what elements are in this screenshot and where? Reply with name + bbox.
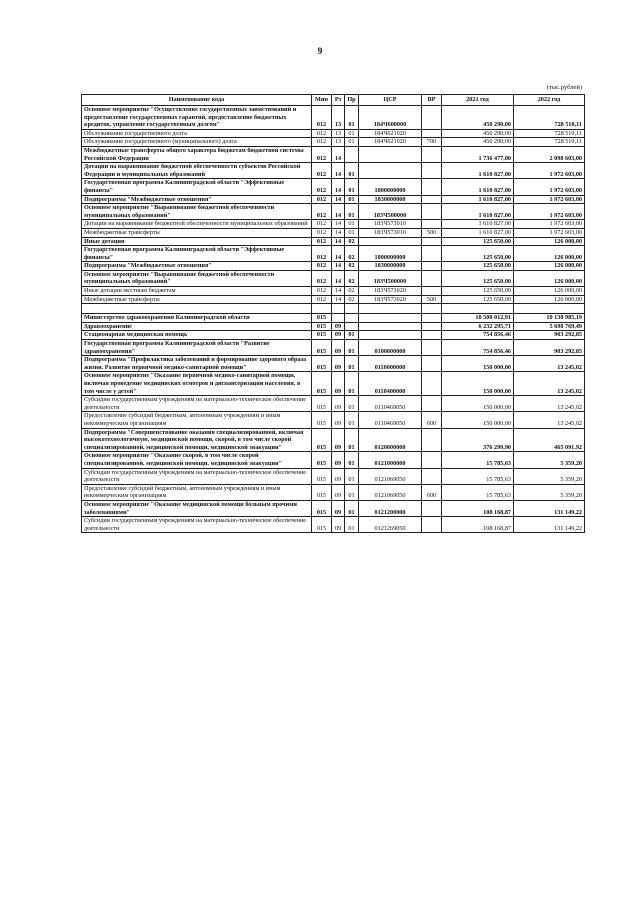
row-rz: 14 [332,287,345,296]
row-name: Обслуживание государственного (муниципального) долга [82,138,312,147]
row-name: Государственная программа Калининградской области "Эффективные финансы" [82,179,312,195]
row-2021: 125 650,00 [442,237,514,246]
table-row [82,228,585,237]
row-min: 015 [312,314,332,323]
row-name: Основное мероприятие "Оказание скорой, в том числе скорой специализированной, медицинской помощи, медицинской эвакуации" [82,452,312,468]
row-csr [359,331,422,340]
row-2022 [514,304,585,314]
row-vr: 500 [422,228,442,237]
row-csr: 1830000000 [359,262,422,271]
row-min: 015 [312,331,332,340]
row-name: Основное мероприятие "Оказание первичной медико-санитарной помощи, включая проведение медицинских осмотров и диспансеризации населения, в том числе у детей" [82,372,312,396]
row-rz: 09 [332,356,345,372]
row-rz: 14 [332,295,345,304]
row-csr: 0100000000 [359,340,422,356]
row-2022: 13 245,02 [514,396,585,412]
row-rz: 09 [332,484,345,500]
col-2022-header: 2022 год [514,95,585,106]
row-rz: 09 [332,331,345,340]
row-name: Здравоохранение [82,322,312,331]
row-csr: 183Ч573010 [359,220,422,229]
row-rz: 14 [332,270,345,286]
row-csr [359,146,422,162]
row-pr: 02 [345,246,359,262]
row-rz: 13 [332,106,345,130]
table-row [82,220,585,229]
table-row [82,106,585,130]
row-name: Основное мероприятие "Оказание медицинской помощи больным прочими заболеваниями" [82,500,312,516]
row-rz: 09 [332,396,345,412]
row-name: Основное мероприятие "Выравнивание бюджетной обеспеченности муниципальных образований" [82,204,312,220]
row-2022: 1 972 603,00 [514,179,585,195]
row-2022: 126 000,00 [514,287,585,296]
row-min: 012 [312,195,332,204]
row-name: Предоставление субсидий бюджетным, автономным учреждениям и иным некоммерческим организациям [82,484,312,500]
row-rz [332,314,345,323]
table-row [82,340,585,356]
row-csr: 184Ч621020 [359,138,422,147]
row-2022: 131 149,22 [514,517,585,533]
row-rz: 14 [332,246,345,262]
row-min [312,304,332,314]
table-row [82,468,585,484]
row-rz: 14 [332,195,345,204]
row-2021: 150 000,00 [442,412,514,428]
table-row [82,146,585,162]
row-rz: 13 [332,138,345,147]
row-csr [359,304,422,314]
row-2022: 1 972 603,00 [514,163,585,179]
budget-table [81,94,585,533]
row-2021: 150 000,00 [442,372,514,396]
header-row [82,95,585,106]
row-rz: 14 [332,262,345,271]
row-pr: 01 [345,179,359,195]
row-2021: 125 650,00 [442,262,514,271]
row-pr: 01 [345,163,359,179]
row-2021: 6 232 295,71 [442,322,514,331]
row-2021: 108 168,87 [442,517,514,533]
col-vr-header: ВР [422,95,442,106]
row-csr: 183Ч500000 [359,204,422,220]
row-2022: 5 359,20 [514,484,585,500]
row-pr: 01 [345,412,359,428]
row-2021: 1 610 827,00 [442,220,514,229]
row-min: 015 [312,412,332,428]
row-vr [422,314,442,323]
table-row [82,287,585,296]
row-csr [359,322,422,331]
table-row [82,500,585,516]
row-vr [422,106,442,130]
row-2022: 5 359,20 [514,452,585,468]
row-rz: 13 [332,129,345,138]
row-min: 012 [312,220,332,229]
row-name: Обслуживание государственного долга [82,129,312,138]
row-min: 012 [312,237,332,246]
row-pr: 01 [345,484,359,500]
table-row [82,331,585,340]
row-pr: 01 [345,372,359,396]
row-min: 012 [312,246,332,262]
table-row [82,204,585,220]
row-csr: 0110000000 [359,356,422,372]
row-2022: 126 000,00 [514,262,585,271]
row-csr: 0120000000 [359,428,422,452]
row-name: Предоставление субсидий бюджетным, автономным учреждениям и иным некоммерческим организациям [82,412,312,428]
table-row [82,452,585,468]
row-pr [345,146,359,162]
row-pr: 01 [345,468,359,484]
row-csr: 0110469050 [359,396,422,412]
row-vr [422,287,442,296]
row-vr [422,372,442,396]
row-2021: 10 500 012,91 [442,314,514,323]
row-csr: 0110469050 [359,412,422,428]
table-row [82,322,585,331]
row-rz: 09 [332,517,345,533]
row-vr: 500 [422,295,442,304]
row-2022: 13 245,02 [514,412,585,428]
row-2022: 126 000,00 [514,295,585,304]
table-row [82,295,585,304]
row-vr [422,262,442,271]
row-2022: 2 098 603,00 [514,146,585,162]
row-min: 012 [312,262,332,271]
row-2021 [442,304,514,314]
table-row [82,246,585,262]
row-csr: 0121200000 [359,500,422,516]
row-rz: 09 [332,412,345,428]
row-2022: 5 359,20 [514,468,585,484]
row-pr: 01 [345,220,359,229]
row-name: Дотации на выравнивание бюджетной обеспеченности субъектов Российской Федерации и муниципальных образований [82,163,312,179]
row-min: 012 [312,204,332,220]
table-row [82,163,585,179]
row-csr: 0121069050 [359,484,422,500]
row-2022: 1 972 603,00 [514,195,585,204]
row-min: 015 [312,428,332,452]
row-vr: 700 [422,138,442,147]
row-csr: 0121000000 [359,452,422,468]
row-vr [422,220,442,229]
row-name: Иные дотации [82,237,312,246]
row-vr [422,396,442,412]
row-name: Дотации на выравнивание бюджетной обеспеченности муниципальных образований [82,220,312,229]
row-rz: 09 [332,452,345,468]
row-min: 012 [312,129,332,138]
table-row [82,412,585,428]
col-csr-header: ЦСР [359,95,422,106]
row-min: 015 [312,372,332,396]
row-2022: 903 292,85 [514,331,585,340]
row-2021: 754 856,46 [442,331,514,340]
row-pr: 01 [345,138,359,147]
row-min: 015 [312,500,332,516]
row-pr: 02 [345,295,359,304]
row-pr: 01 [345,106,359,130]
row-2021: 15 785,63 [442,484,514,500]
row-csr: 183Ч573020 [359,287,422,296]
col-min-header: Мин [312,95,332,106]
row-pr: 01 [345,340,359,356]
row-min: 012 [312,138,332,147]
row-csr: 184Ч621020 [359,129,422,138]
page-number: 9 [317,46,323,56]
row-2021: 15 785,63 [442,468,514,484]
row-rz: 14 [332,163,345,179]
row-2021: 1 736 477,00 [442,146,514,162]
row-name [82,304,312,314]
row-name: Министерство здравоохранения Калининградской области [82,314,312,323]
table-row [82,138,585,147]
row-csr [359,237,422,246]
row-2021: 1 610 827,00 [442,195,514,204]
row-2021: 150 000,00 [442,396,514,412]
row-name: Основное мероприятие "Осуществление государственных заимствований и предоставление государственных гарантий, предоставление бюджетных кредитов, управление государственным долгом" [82,106,312,130]
row-name: Межбюджетные трансферты [82,295,312,304]
row-rz: 09 [332,322,345,331]
row-2021: 1 610 827,00 [442,163,514,179]
row-min: 012 [312,106,332,130]
row-csr: 0121069050 [359,468,422,484]
row-vr [422,237,442,246]
row-vr [422,204,442,220]
row-min: 012 [312,146,332,162]
table-row [82,484,585,500]
row-2022: 903 292,85 [514,340,585,356]
row-pr: 01 [345,396,359,412]
row-2021: 1 610 827,00 [442,204,514,220]
row-2021: 450 290,00 [442,106,514,130]
row-name: Субсидии государственным учреждениям на материально-техническое обеспечение деятельности [82,468,312,484]
table-row [82,237,585,246]
row-2022: 728 510,11 [514,138,585,147]
table-body [82,106,585,533]
row-vr [422,428,442,452]
row-csr: 1830000000 [359,195,422,204]
spacer-row [82,304,585,314]
row-pr: 02 [345,270,359,286]
row-rz [332,304,345,314]
col-pr-header: Пр [345,95,359,106]
row-pr: 02 [345,287,359,296]
row-2022: 126 000,00 [514,237,585,246]
row-2021: 125 650,00 [442,270,514,286]
row-pr: 01 [345,129,359,138]
row-vr [422,468,442,484]
row-pr: 02 [345,237,359,246]
table-row [82,372,585,396]
row-2022: 10 138 985,19 [514,314,585,323]
row-pr: 01 [345,500,359,516]
row-name: Межбюджетные трансферты [82,228,312,237]
row-rz: 09 [332,428,345,452]
row-pr: 01 [345,517,359,533]
row-pr: 01 [345,204,359,220]
row-min: 015 [312,396,332,412]
table-row [82,270,585,286]
table-row [82,517,585,533]
row-csr: 0110400000 [359,372,422,396]
row-vr [422,246,442,262]
row-min: 012 [312,179,332,195]
row-rz: 09 [332,372,345,396]
row-pr: 02 [345,262,359,271]
row-csr [359,314,422,323]
col-name-header: Наименование кода [82,95,312,106]
row-min: 012 [312,163,332,179]
row-pr: 01 [345,356,359,372]
row-name: Стационарная медицинская помощь [82,331,312,340]
row-pr [345,314,359,323]
row-name: Подпрограмма "Межбюджетные отношения" [82,195,312,204]
row-2022: 13 245,02 [514,372,585,396]
table-row [82,195,585,204]
row-csr: 183Ч573020 [359,295,422,304]
row-vr [422,322,442,331]
row-min: 015 [312,322,332,331]
row-rz: 09 [332,500,345,516]
row-2022: 465 091,92 [514,428,585,452]
row-2022: 728 510,11 [514,106,585,130]
row-rz: 14 [332,220,345,229]
row-vr [422,340,442,356]
row-2021: 15 785,63 [442,452,514,468]
row-csr: 183Ч500000 [359,270,422,286]
row-2022: 5 698 769,49 [514,322,585,331]
row-min: 012 [312,270,332,286]
row-vr [422,270,442,286]
row-name: Субсидии государственным учреждениям на материально-техническое обеспечение деятельности [82,396,312,412]
row-vr [422,356,442,372]
row-vr [422,500,442,516]
row-pr: 01 [345,228,359,237]
table-row [82,129,585,138]
row-pr [345,304,359,314]
row-csr: 1800000000 [359,179,422,195]
row-rz: 14 [332,146,345,162]
row-vr: 600 [422,484,442,500]
row-2021: 450 290,00 [442,138,514,147]
row-2022: 126 000,00 [514,270,585,286]
row-min: 012 [312,287,332,296]
row-2022: 131 149,22 [514,500,585,516]
row-vr [422,517,442,533]
row-name: Подпрограмма "Межбюджетные отношения" [82,262,312,271]
row-rz: 14 [332,179,345,195]
row-min: 015 [312,356,332,372]
row-rz: 09 [332,340,345,356]
row-2021: 125 650,00 [442,287,514,296]
row-2021: 1 610 827,00 [442,179,514,195]
table-row [82,314,585,323]
row-vr [422,146,442,162]
row-name: Подпрограмма "Совершенствование оказания специализированной, включая высокотехнологичную, медицинской помощи, скорой, в том числе скорой специализированной, медицинской помощи, медицинской эвакуации" [82,428,312,452]
row-vr [422,452,442,468]
row-min: 015 [312,517,332,533]
row-rz: 14 [332,204,345,220]
row-rz: 09 [332,468,345,484]
table-row [82,428,585,452]
row-csr [359,163,422,179]
row-vr [422,195,442,204]
col-rz-header: Рз [332,95,345,106]
row-name: Подпрограмма "Профилактика заболеваний и формирование здорового образа жизни. Развитие первичной медико-санитарной помощи" [82,356,312,372]
row-pr [345,322,359,331]
row-2022: 126 000,00 [514,246,585,262]
row-pr: 01 [345,195,359,204]
row-name: Иные дотации местным бюджетам [82,287,312,296]
row-vr [422,331,442,340]
row-vr [422,179,442,195]
table-row [82,356,585,372]
row-2021: 150 000,00 [442,356,514,372]
row-name: Субсидии государственным учреждениям на материально-техническое обеспечение деятельности [82,517,312,533]
row-min: 015 [312,484,332,500]
row-2022: 1 972 603,00 [514,228,585,237]
table-row [82,396,585,412]
col-2021-header: 2021 год [442,95,514,106]
table-row [82,262,585,271]
row-name: Государственная программа Калининградской области "Развитие здравоохранения" [82,340,312,356]
row-pr: 01 [345,428,359,452]
row-vr: 600 [422,412,442,428]
unit-note: (тыс.рублей) [546,84,582,91]
table-row [82,179,585,195]
row-pr: 01 [345,452,359,468]
row-vr [422,163,442,179]
row-vr [422,304,442,314]
row-name: Межбюджетные трансферты общего характера бюджетам бюджетной системы Российской Федерации [82,146,312,162]
row-csr: 183Ч573010 [359,228,422,237]
row-rz: 14 [332,228,345,237]
row-min: 015 [312,340,332,356]
row-min: 012 [312,295,332,304]
row-2021: 450 290,00 [442,129,514,138]
row-2022: 1 972 603,00 [514,204,585,220]
row-min: 015 [312,468,332,484]
row-2021: 125 650,00 [442,246,514,262]
row-csr: 1800000000 [359,246,422,262]
row-2022: 1 972 603,00 [514,220,585,229]
row-name: Основное мероприятие "Выравнивание бюджетной обеспеченности муниципальных образований" [82,270,312,286]
row-2021: 108 168,87 [442,500,514,516]
row-2021: 1 610 827,00 [442,228,514,237]
row-2021: 125 650,00 [442,295,514,304]
row-csr: 184Ч600000 [359,106,422,130]
row-csr: 0121269050 [359,517,422,533]
row-2021: 754 856,46 [442,340,514,356]
row-name: Государственная программа Калининградской области "Эффективные финансы" [82,246,312,262]
row-2022: 728 510,11 [514,129,585,138]
row-min: 012 [312,228,332,237]
row-rz: 14 [332,237,345,246]
row-2021: 376 299,90 [442,428,514,452]
row-2022: 13 245,02 [514,356,585,372]
row-pr: 01 [345,331,359,340]
row-min: 015 [312,452,332,468]
row-vr [422,129,442,138]
